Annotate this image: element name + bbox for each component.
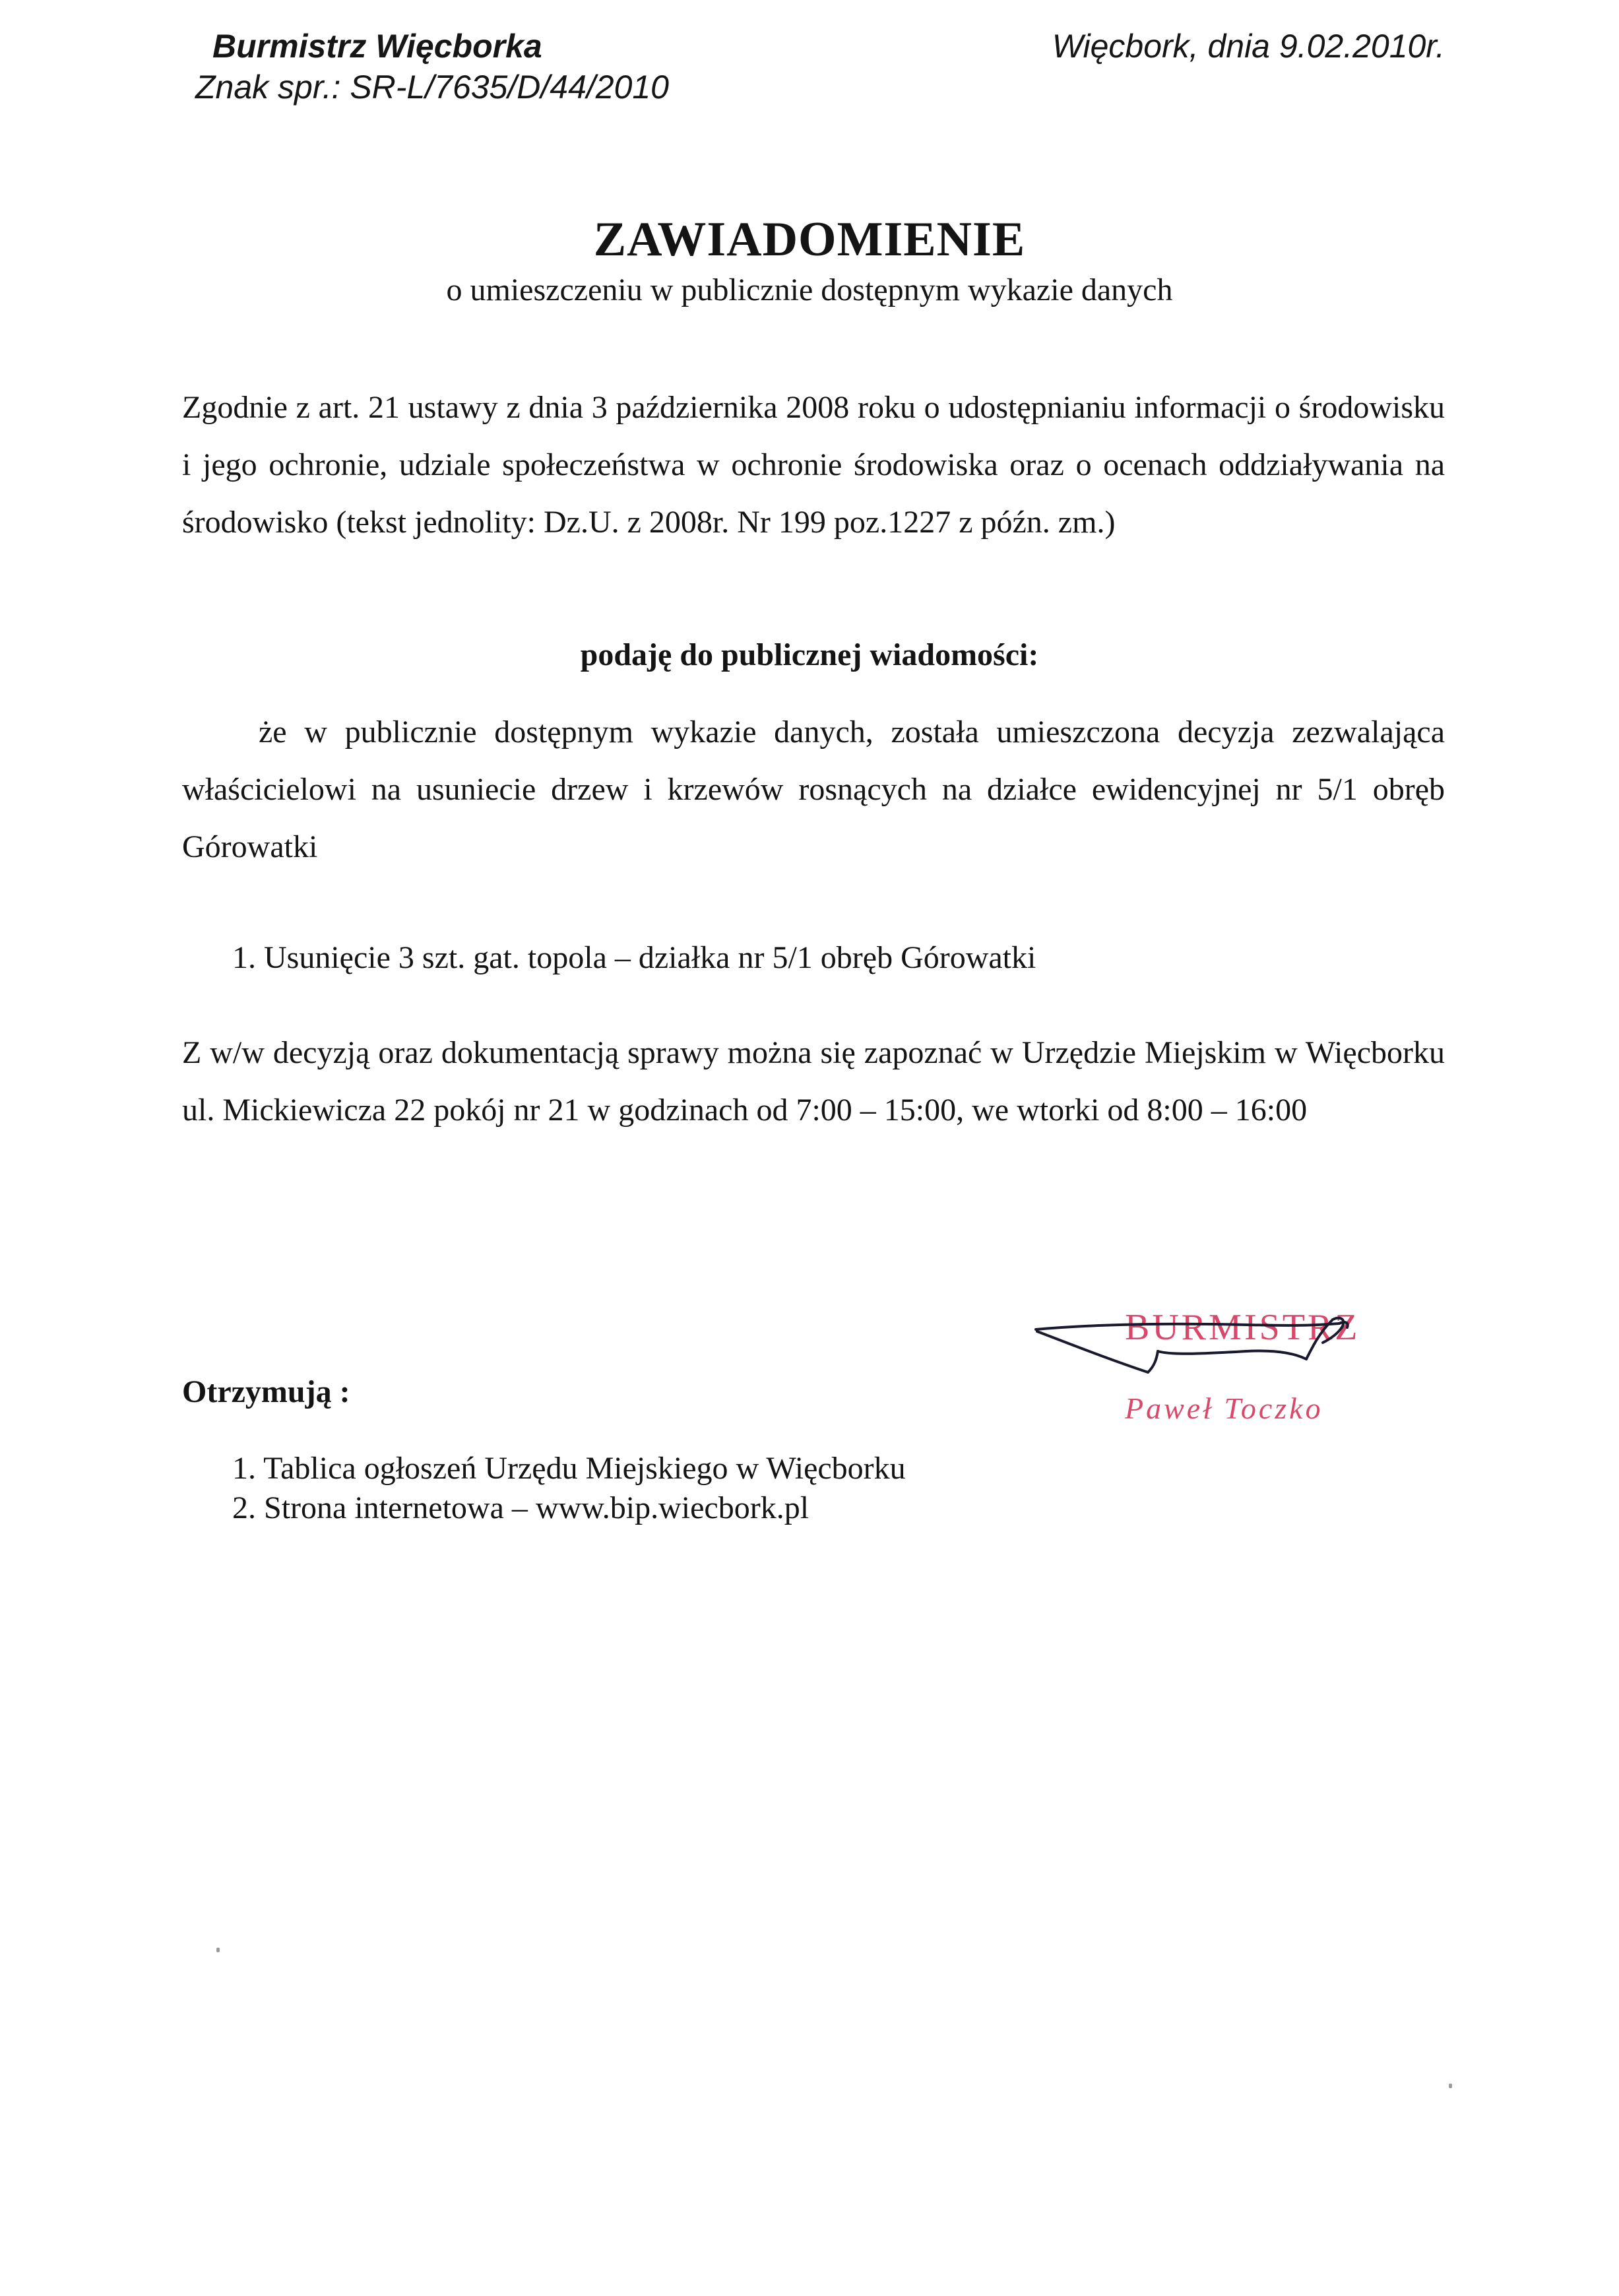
stamp-title: BURMISTRZ [1125, 1307, 1360, 1348]
place-and-date: Więcbork, dnia 9.02.2010r. [1052, 28, 1445, 65]
document-subtitle: o umieszczeniu w publicznie dostępnym wykazie danych [446, 272, 1173, 307]
stamp-name: Paweł Toczko [1125, 1391, 1323, 1425]
case-reference: Znak spr.: SR-L/7635/D/44/2010 [195, 69, 669, 106]
decision-paragraph: że w publicznie dostępnym wykazie danych, została umieszczona decyzja zezwalająca właścicielowi na usuniecie drzew i krzewów rosnących na działce ewidencyjnej nr 5/1 obręb Górowatki [182, 715, 1445, 864]
scan-speck [1449, 2084, 1452, 2088]
recipient-item: 1. Tablica ogłoszeń Urzędu Miejskiego w Więcborku [232, 1451, 906, 1486]
info-paragraph: Z w/w decyzją oraz dokumentacją sprawy można się zapoznać w Urzędzie Miejskim w Więcborku ul. Mickiewicza 22 pokój nr 21 w godzinach od 7:00 – 15:00, we wtorki od 8:00 – 16:00 [182, 1035, 1445, 1128]
document-title: ZAWIADOMIENIE [593, 212, 1026, 267]
legal-basis-paragraph: Zgodnie z art. 21 ustawy z dnia 3 października 2008 roku o udostępnianiu informacji o środowisku i jego ochronie, udziale społeczeństwa w ochronie środowiska oraz o ocenach oddziaływania na środowisko (tekst jednolity: Dz.U. z 2008r. Nr 199 poz.1227 z późn. zm.) [182, 390, 1445, 540]
list-item: 1. Usunięcie 3 szt. gat. topola – działka nr 5/1 obręb Górowatki [232, 940, 1036, 975]
recipients-label: Otrzymują : [182, 1374, 350, 1409]
recipient-item: 2. Strona internetowa – www.bip.wiecbork.pl [232, 1490, 810, 1525]
scan-speck [216, 1948, 220, 1952]
issuing-authority: Burmistrz Więcborka [212, 28, 542, 65]
announcement-heading: podaję do publicznej wiadomości: [580, 637, 1039, 672]
official-stamp [1029, 1293, 1399, 1445]
